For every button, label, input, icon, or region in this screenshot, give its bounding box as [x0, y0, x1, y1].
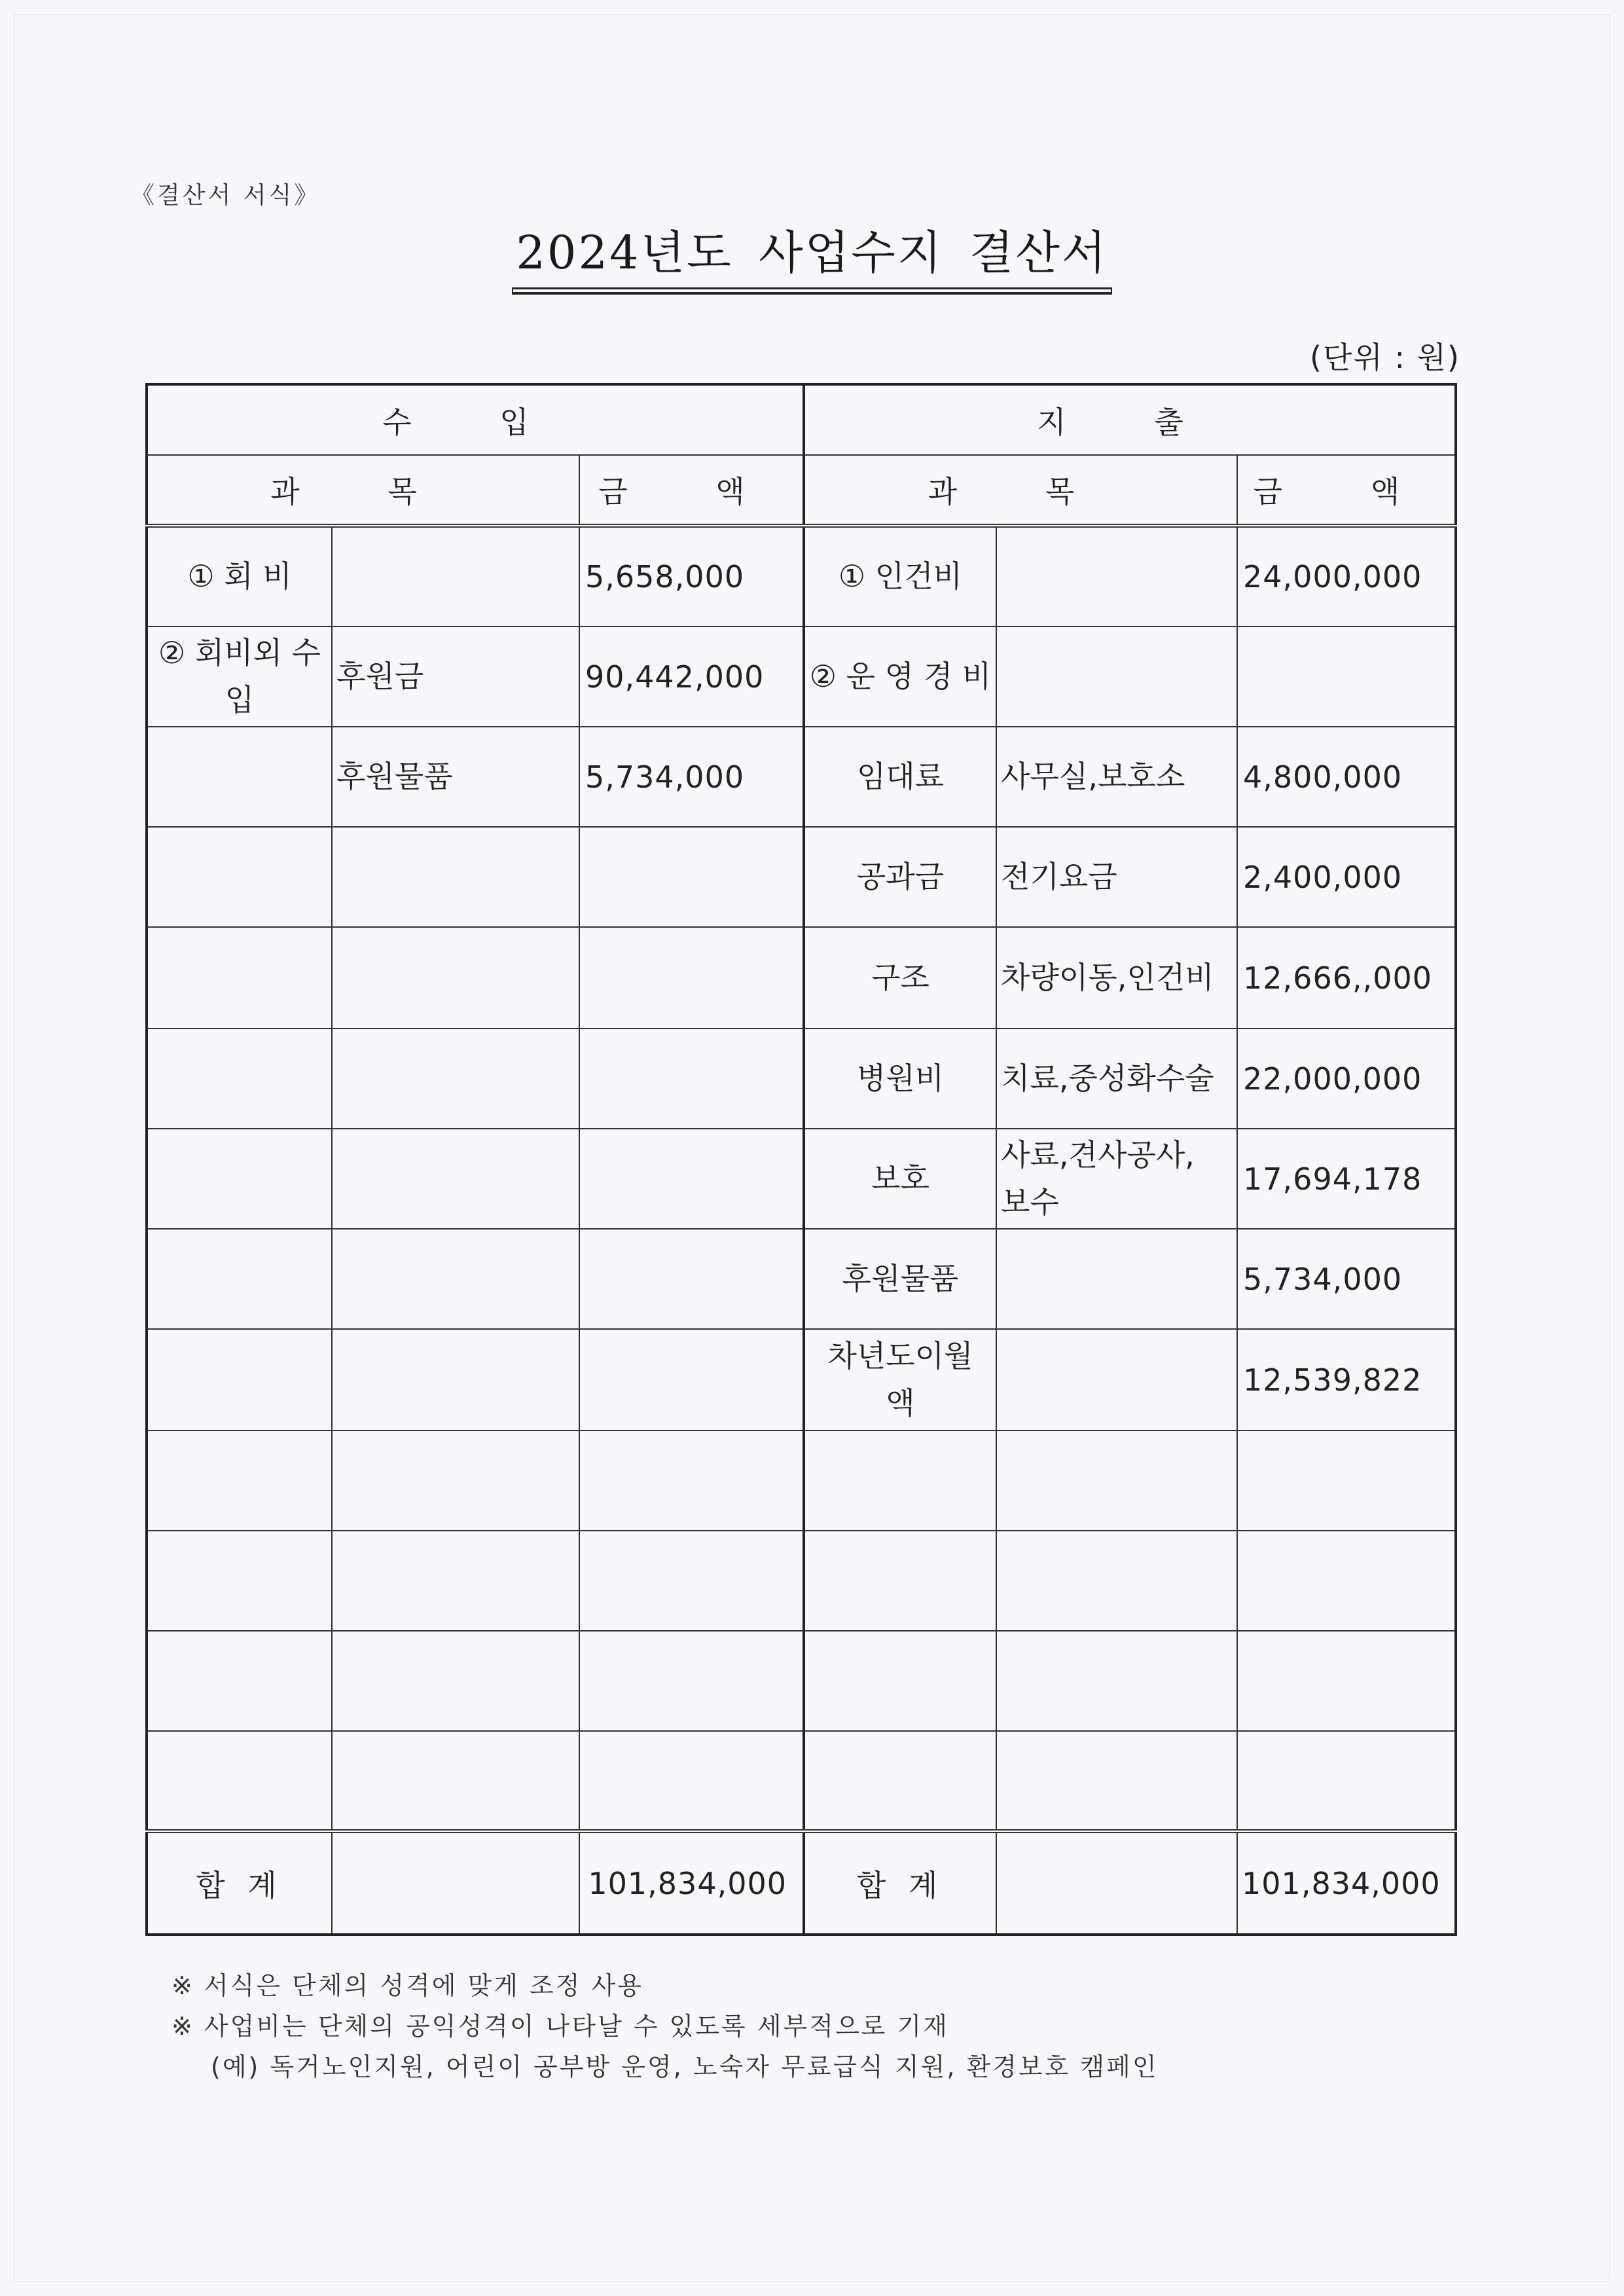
- income-subject: 후원물품: [332, 727, 579, 827]
- table-row: [147, 827, 1456, 927]
- income-amount: [579, 1631, 804, 1731]
- table-row: [147, 1731, 1456, 1831]
- income-subject: [332, 1631, 579, 1731]
- expense-subject: [996, 1329, 1237, 1430]
- table-row: [147, 1129, 1456, 1229]
- expense-subject: 사무실,보호소: [996, 727, 1237, 827]
- income-subject: [332, 526, 579, 627]
- expense-amount: 12,666,,000: [1237, 927, 1456, 1029]
- total-row: [147, 1831, 1456, 1935]
- income-amount: 5,734,000: [579, 727, 804, 827]
- expense-category: ① 인건비: [804, 526, 996, 627]
- income-amount: [579, 827, 804, 927]
- expense-category: [804, 1531, 996, 1631]
- income-subject: [332, 1029, 579, 1129]
- expense-amount: 12,539,822: [1237, 1329, 1456, 1430]
- table-row: [147, 1329, 1456, 1430]
- income-subject: [332, 1531, 579, 1631]
- table-row: [147, 1029, 1456, 1129]
- expense-subject: [996, 1430, 1237, 1531]
- expense-amount: 17,694,178: [1237, 1129, 1456, 1229]
- income-category: [147, 727, 332, 827]
- income-category: [147, 1229, 332, 1329]
- form-label: 《결산서 서식》: [131, 182, 321, 209]
- expense-category: 차년도이월 액: [804, 1329, 996, 1430]
- income-heading: 수 입: [147, 384, 804, 455]
- note-2: ※ 사업비는 단체의 공익성격이 나타날 수 있도록 세부적으로 기재: [171, 2012, 949, 2041]
- income-category: ① 회 비: [147, 526, 332, 627]
- table-row: [147, 1229, 1456, 1329]
- expense-subject: [996, 526, 1237, 627]
- income-amount: 90,442,000: [579, 627, 804, 727]
- expense-subject: [996, 1531, 1237, 1631]
- income-subject: [332, 1129, 579, 1229]
- expense-subject: 사료,견사공사, 보수: [996, 1129, 1237, 1229]
- unit-label: (단위 : 원): [1310, 340, 1460, 375]
- expense-category: [804, 1631, 996, 1731]
- expense-amount: 24,000,000: [1237, 526, 1456, 627]
- expense-amount: [1237, 1531, 1456, 1631]
- income-category: ② 회비외 수 입: [147, 627, 332, 727]
- expense-amount: 2,400,000: [1237, 827, 1456, 927]
- expense-subject-header: 과 목: [804, 455, 1237, 526]
- expense-subject: 치료,중성화수술: [996, 1029, 1237, 1129]
- expense-amount: 22,000,000: [1237, 1029, 1456, 1129]
- note-example: (예) 독거노인지원, 어린이 공부방 운영, 노숙자 무료급식 지원, 환경보호 캠페인: [211, 2052, 1159, 2081]
- income-total-amount: 101,834,000: [579, 1831, 804, 1935]
- document-title: [0, 216, 1624, 289]
- table-row: [147, 927, 1456, 1029]
- income-amount: [579, 1531, 804, 1631]
- ledger-body: [147, 526, 1456, 1831]
- income-category: [147, 827, 332, 927]
- income-category: [147, 1129, 332, 1229]
- income-subject: [332, 1329, 579, 1430]
- income-amount: [579, 1229, 804, 1329]
- table-row: [147, 627, 1456, 727]
- income-amount: [579, 927, 804, 1029]
- expense-subject: [996, 1731, 1237, 1831]
- income-amount: [579, 1029, 804, 1129]
- expense-subject: 차량이동,인건비: [996, 927, 1237, 1029]
- table-row: [147, 1631, 1456, 1731]
- income-amount: [579, 1129, 804, 1229]
- expense-amount: [1237, 1731, 1456, 1831]
- expense-amount: 4,800,000: [1237, 727, 1456, 827]
- expense-amount: 5,734,000: [1237, 1229, 1456, 1329]
- expense-subject: 전기요금: [996, 827, 1237, 927]
- section-header-row: [147, 384, 1456, 455]
- expense-amount: [1237, 1430, 1456, 1531]
- expense-amount: [1237, 627, 1456, 727]
- expense-amount-header: 금 액: [1237, 455, 1456, 526]
- income-subject: [332, 927, 579, 1029]
- expense-subject: [996, 1631, 1237, 1731]
- expense-category: 임대료: [804, 727, 996, 827]
- expense-total-sub: [996, 1831, 1237, 1935]
- income-amount: [579, 1731, 804, 1831]
- expense-category: 보호: [804, 1129, 996, 1229]
- income-subject-header: 과 목: [147, 455, 579, 526]
- income-category: [147, 1631, 332, 1731]
- income-subject: [332, 827, 579, 927]
- note-1: ※ 서식은 단체의 성격에 맞게 조정 사용: [171, 1971, 643, 2000]
- income-subject: 후원금: [332, 627, 579, 727]
- table-row: [147, 526, 1456, 627]
- expense-category: 후원물품: [804, 1229, 996, 1329]
- expense-category: [804, 1731, 996, 1831]
- income-amount-header: 금 액: [579, 455, 804, 526]
- expense-subject: [996, 1229, 1237, 1329]
- notes: [171, 1965, 1159, 2087]
- income-category: [147, 1029, 332, 1129]
- settlement-table: [145, 383, 1457, 1936]
- income-total-label: 합 계: [147, 1831, 332, 1935]
- income-category: [147, 1430, 332, 1531]
- income-amount: 5,658,000: [579, 526, 804, 627]
- expense-category: 병원비: [804, 1029, 996, 1129]
- income-amount: [579, 1329, 804, 1430]
- income-subject: [332, 1731, 579, 1831]
- income-category: [147, 1731, 332, 1831]
- income-subject: [332, 1229, 579, 1329]
- income-category: [147, 927, 332, 1029]
- expense-amount: [1237, 1631, 1456, 1731]
- expense-subject: [996, 627, 1237, 727]
- expense-heading: 지 출: [804, 384, 1456, 455]
- income-amount: [579, 1430, 804, 1531]
- expense-category: ② 운 영 경 비: [804, 627, 996, 727]
- income-category: [147, 1329, 332, 1430]
- table-row: [147, 1531, 1456, 1631]
- income-total-sub: [332, 1831, 579, 1935]
- column-header-row: [147, 455, 1456, 526]
- document-title-text: 2024년도 사업수지 결산서: [512, 216, 1111, 289]
- expense-total-amount: 101,834,000: [1237, 1831, 1456, 1935]
- expense-category: 공과금: [804, 827, 996, 927]
- table-row: [147, 1430, 1456, 1531]
- expense-category: [804, 1430, 996, 1531]
- table-row: [147, 727, 1456, 827]
- expense-total-label: 합 계: [804, 1831, 996, 1935]
- income-category: [147, 1531, 332, 1631]
- expense-category: 구조: [804, 927, 996, 1029]
- income-subject: [332, 1430, 579, 1531]
